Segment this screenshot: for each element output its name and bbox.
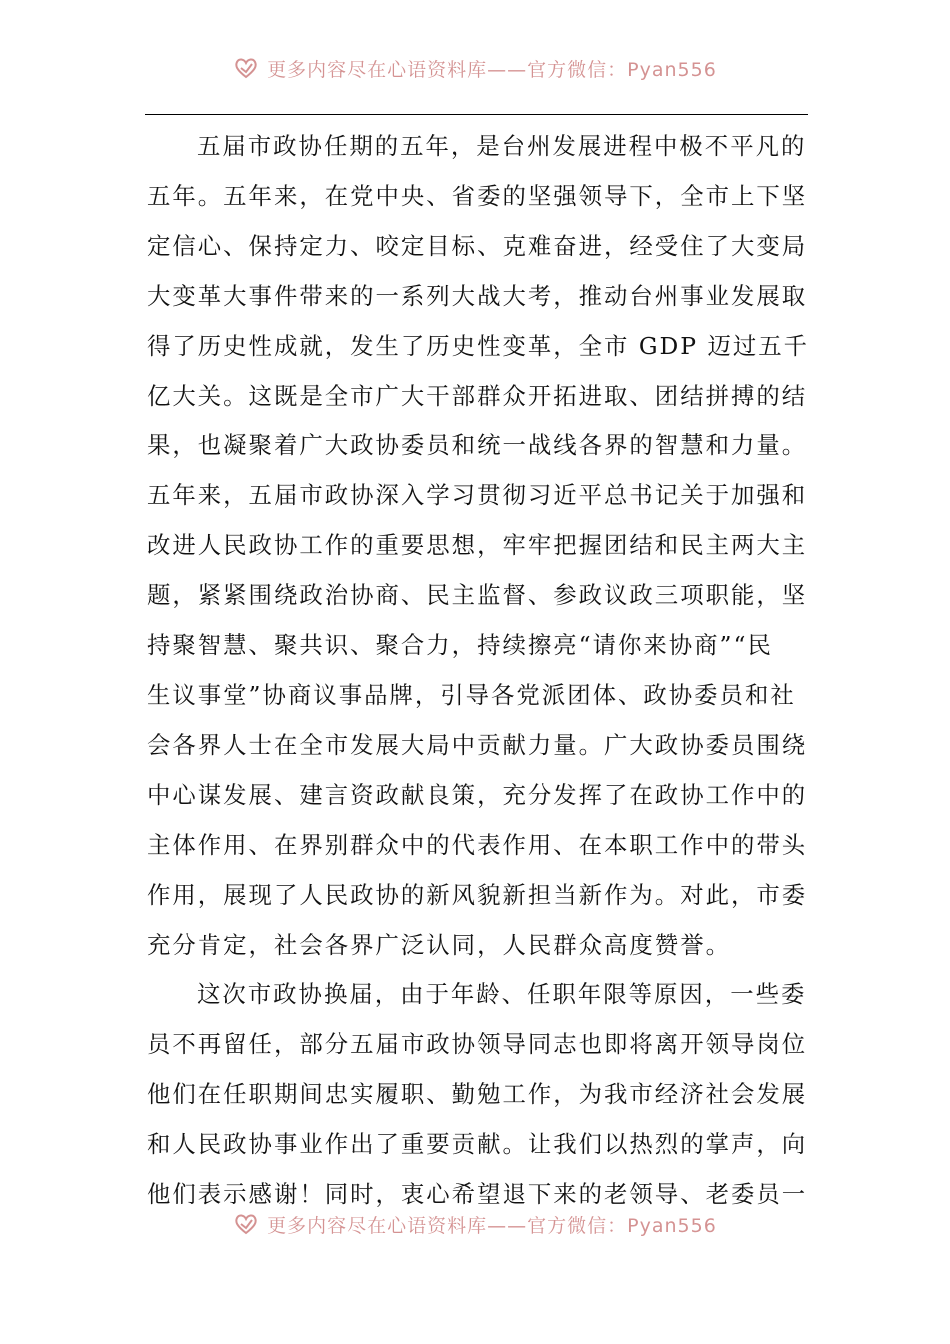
- text-line: 他们表示感谢！同时，衷心希望退下来的老领导、老委员一: [147, 1180, 808, 1209]
- text-line: 这次市政协换届，由于年龄、任职年限等原因，一些委: [197, 980, 807, 1009]
- text-line: 定信心、保持定力、咬定目标、克难奋进，经受住了大变局: [147, 231, 808, 260]
- document-body: [147, 122, 810, 1220]
- watermark-text: 更多内容尽在心语资料库——官方微信：Pyan556: [267, 58, 717, 81]
- text-line: 得了历史性成就，发生了历史性变革，全市 GDP 迈过五千: [147, 331, 810, 360]
- paragraph-1: [147, 122, 810, 970]
- text-line: 生议事堂”协商议事品牌，引导各党派团体、政协委员和社: [147, 680, 796, 709]
- text-line: 改进人民政协工作的重要思想，牢牢把握团结和民主两大主: [147, 531, 808, 560]
- text-line: 五年来，五届市政协深入学习贯彻习近平总书记关于加强和: [147, 481, 808, 510]
- paragraph-2: [147, 970, 807, 1220]
- text-line: 大变革大事件带来的一系列大战大考，推动台州事业发展取: [147, 281, 808, 310]
- footer-watermark: [0, 1208, 950, 1240]
- header-watermark: [0, 52, 950, 84]
- header-rule: [145, 114, 808, 115]
- text-line: 亿大关。这既是全市广大干部群众开拓进取、团结拼搏的结: [147, 381, 808, 410]
- watermark-text: 更多内容尽在心语资料库——官方微信：Pyan556: [267, 1214, 717, 1237]
- text-line: 会各界人士在全市发展大局中贡献力量。广大政协委员围绕: [147, 730, 808, 759]
- text-line: 五届市政协任期的五年，是台州发展进程中极不平凡的: [197, 132, 807, 160]
- text-line: 作用，展现了人民政协的新风貌新担当新作为。对此，市委: [147, 880, 808, 909]
- text-line: 持聚智慧、聚共识、聚合力，持续擦亮“请你来协商”“民: [147, 631, 773, 660]
- text-line: 员不再留任，部分五届市政协领导同志也即将离开领导岗位: [147, 1030, 808, 1059]
- heart-logo-icon: [233, 56, 259, 80]
- text-line: 五年。五年来，在党中央、省委的坚强领导下，全市上下坚: [147, 181, 808, 210]
- text-line: 主体作用、在界别群众中的代表作用、在本职工作中的带头: [147, 830, 808, 859]
- text-line: 中心谋发展、建言资政献良策，充分发挥了在政协工作中的: [147, 780, 808, 809]
- text-line: 他们在任职期间忠实履职、勤勉工作，为我市经济社会发展: [147, 1080, 808, 1109]
- heart-logo-icon: [233, 1212, 259, 1236]
- text-line: 充分肯定，社会各界广泛认同，人民群众高度赞誉。: [147, 930, 731, 959]
- text-line: 和人民政协事业作出了重要贡献。让我们以热烈的掌声，向: [147, 1130, 808, 1159]
- text-line: 果，也凝聚着广大政协委员和统一战线各界的智慧和力量。: [147, 431, 808, 460]
- text-line: 题，紧紧围绕政治协商、民主监督、参政议政三项职能，坚: [147, 581, 808, 610]
